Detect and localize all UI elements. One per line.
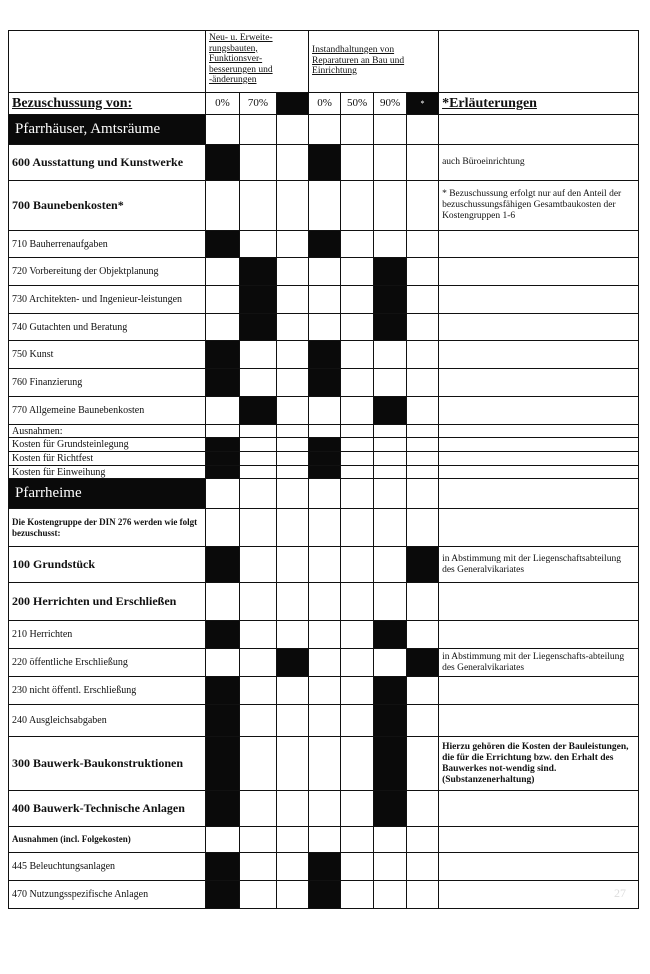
empty-cell xyxy=(407,397,439,425)
empty-cell xyxy=(374,466,407,479)
empty-cell xyxy=(309,479,341,509)
empty-cell xyxy=(309,115,341,145)
empty-cell xyxy=(407,479,439,509)
empty-cell xyxy=(277,314,309,341)
row-label: Kosten für Richtfest xyxy=(9,452,206,466)
pct-header-5: 90% xyxy=(374,93,407,115)
pct-header-2 xyxy=(277,93,309,115)
empty-cell xyxy=(277,827,309,853)
empty-cell xyxy=(407,452,439,466)
empty-cell xyxy=(240,479,277,509)
filled-cell xyxy=(309,369,341,397)
empty-cell xyxy=(277,231,309,258)
empty-cell xyxy=(206,649,240,677)
empty-cell xyxy=(341,452,374,466)
empty-cell xyxy=(240,369,277,397)
empty-cell xyxy=(341,479,374,509)
row-note: in Abstimmung mit der Liegenschaftsabteilung des Generalvikariates xyxy=(439,547,639,583)
empty-cell xyxy=(277,737,309,791)
row-note xyxy=(439,881,639,909)
empty-cell xyxy=(341,369,374,397)
empty-cell xyxy=(277,479,309,509)
empty-cell xyxy=(341,466,374,479)
empty-cell xyxy=(277,438,309,452)
filled-cell xyxy=(374,737,407,791)
empty-cell xyxy=(240,466,277,479)
empty-cell xyxy=(407,314,439,341)
row-label: 600 Ausstattung und Kunstwerke xyxy=(9,145,206,181)
empty-cell xyxy=(341,258,374,286)
row-label: 400 Bauwerk-Technische Anlagen xyxy=(9,791,206,827)
filled-cell xyxy=(407,649,439,677)
row-label: 200 Herrichten und Erschließen xyxy=(9,583,206,621)
empty-cell xyxy=(240,509,277,547)
empty-cell xyxy=(277,583,309,621)
filled-cell xyxy=(206,737,240,791)
row-label: 710 Bauherrenaufgaben xyxy=(9,231,206,258)
table-row xyxy=(9,649,639,677)
row-note: Hierzu gehören die Kosten der Bauleistungen, die für die Errichtung bzw. den Erhalt des Bauwerkes not-wendig sind. (Substanzenerhaltung) xyxy=(439,737,639,791)
filled-cell xyxy=(206,452,240,466)
empty-cell xyxy=(277,452,309,466)
row-label: Die Kostengruppe der DIN 276 werden wie folgt bezuschusst: xyxy=(9,509,206,547)
filled-cell xyxy=(407,547,439,583)
table-row xyxy=(9,547,639,583)
empty-cell xyxy=(277,181,309,231)
table-row xyxy=(9,286,639,314)
row-label: 210 Herrichten xyxy=(9,621,206,649)
table-row xyxy=(9,145,639,181)
empty-cell xyxy=(374,452,407,466)
table-row xyxy=(9,181,639,231)
table-row xyxy=(9,583,639,621)
empty-cell xyxy=(277,115,309,145)
empty-cell xyxy=(374,115,407,145)
row-label: 470 Nutzungsspezifische Anlagen xyxy=(9,881,206,909)
empty-cell xyxy=(240,881,277,909)
empty-cell xyxy=(341,181,374,231)
empty-cell xyxy=(407,286,439,314)
empty-cell xyxy=(277,509,309,547)
empty-cell xyxy=(341,853,374,881)
empty-cell xyxy=(341,145,374,181)
empty-cell xyxy=(240,115,277,145)
filled-cell xyxy=(206,341,240,369)
pct-header-star: * xyxy=(420,99,425,108)
row-label: 760 Finanzierung xyxy=(9,369,206,397)
filled-cell xyxy=(206,621,240,649)
empty-cell xyxy=(277,425,309,438)
empty-cell xyxy=(374,369,407,397)
row-note xyxy=(439,314,639,341)
empty-cell xyxy=(309,314,341,341)
table-row xyxy=(9,258,639,286)
row-label: 700 Baunebenkosten* xyxy=(9,181,206,231)
empty-cell xyxy=(240,452,277,466)
row-label: 300 Bauwerk-Baukonstruktionen xyxy=(9,737,206,791)
header-pct-row xyxy=(9,93,639,115)
empty-cell xyxy=(407,853,439,881)
empty-cell xyxy=(309,583,341,621)
filled-cell xyxy=(309,452,341,466)
empty-cell xyxy=(374,181,407,231)
empty-cell xyxy=(240,583,277,621)
header-group-neubau: Neu- u. Erweite-rungsbauten, Funktionsver-besserungen und -änderungen xyxy=(206,31,309,93)
filled-cell xyxy=(374,314,407,341)
empty-cell xyxy=(240,547,277,583)
row-note xyxy=(439,452,639,466)
row-note: * Bezuschussung erfolgt nur auf den Anteil der bezuschussungsfähigen Gesamtbaukosten der Kostengruppen 1-6 xyxy=(439,181,639,231)
empty-cell xyxy=(407,231,439,258)
empty-cell xyxy=(309,705,341,737)
empty-cell xyxy=(407,677,439,705)
pct-header-6 xyxy=(407,93,439,115)
page-number: 27 xyxy=(614,886,626,900)
empty-cell xyxy=(341,231,374,258)
empty-cell xyxy=(240,438,277,452)
empty-cell xyxy=(341,881,374,909)
table-row xyxy=(9,479,639,509)
row-label: 220 öffentliche Erschließung xyxy=(9,649,206,677)
filled-cell xyxy=(374,621,407,649)
empty-cell xyxy=(374,231,407,258)
filled-cell xyxy=(374,286,407,314)
row-note xyxy=(439,369,639,397)
table-row xyxy=(9,397,639,425)
empty-cell xyxy=(407,466,439,479)
table-row xyxy=(9,369,639,397)
empty-cell xyxy=(309,286,341,314)
empty-cell xyxy=(206,258,240,286)
row-note xyxy=(439,705,639,737)
table-row xyxy=(9,438,639,452)
empty-cell xyxy=(309,649,341,677)
empty-cell xyxy=(240,737,277,791)
empty-cell xyxy=(407,438,439,452)
empty-cell xyxy=(341,621,374,649)
header-empty-cell-right xyxy=(439,31,639,93)
empty-cell xyxy=(407,583,439,621)
row-label: 720 Vorbereitung der Objektplanung xyxy=(9,258,206,286)
empty-cell xyxy=(309,547,341,583)
row-note xyxy=(439,677,639,705)
row-label: 750 Kunst xyxy=(9,341,206,369)
empty-cell xyxy=(240,425,277,438)
filled-cell xyxy=(206,369,240,397)
row-note xyxy=(439,438,639,452)
empty-cell xyxy=(240,649,277,677)
table-row xyxy=(9,314,639,341)
empty-cell xyxy=(206,115,240,145)
empty-cell xyxy=(309,677,341,705)
row-note xyxy=(439,621,639,649)
table-row xyxy=(9,341,639,369)
table-row xyxy=(9,827,639,853)
empty-cell xyxy=(240,181,277,231)
filled-cell xyxy=(309,466,341,479)
section-heading: Pfarrhäuser, Amtsräume xyxy=(9,115,206,145)
filled-cell xyxy=(206,145,240,181)
empty-cell xyxy=(277,881,309,909)
row-note xyxy=(439,509,639,547)
empty-cell xyxy=(277,286,309,314)
empty-cell xyxy=(309,181,341,231)
empty-cell xyxy=(309,397,341,425)
row-note xyxy=(439,791,639,827)
row-label: 770 Allgemeine Baunebenkosten xyxy=(9,397,206,425)
empty-cell xyxy=(277,397,309,425)
header-group-row xyxy=(9,31,639,93)
empty-cell xyxy=(206,583,240,621)
filled-cell xyxy=(309,231,341,258)
empty-cell xyxy=(407,181,439,231)
filled-cell xyxy=(206,438,240,452)
empty-cell xyxy=(277,853,309,881)
empty-cell xyxy=(374,583,407,621)
row-label: 100 Grundstück xyxy=(9,547,206,583)
row-label: 240 Ausgleichsabgaben xyxy=(9,705,206,737)
empty-cell xyxy=(374,145,407,181)
section-heading: Pfarrheime xyxy=(9,479,206,509)
row-label: 740 Gutachten und Beratung xyxy=(9,314,206,341)
table-row xyxy=(9,705,639,737)
filled-cell xyxy=(309,145,341,181)
row-label: 230 nicht öffentl. Erschließung xyxy=(9,677,206,705)
row-note xyxy=(439,583,639,621)
row-note xyxy=(439,397,639,425)
empty-cell xyxy=(240,705,277,737)
empty-cell xyxy=(277,791,309,827)
row-label: 730 Architekten- und Ingenieur-leistungen xyxy=(9,286,206,314)
filled-cell xyxy=(374,258,407,286)
empty-cell xyxy=(206,181,240,231)
empty-cell xyxy=(277,677,309,705)
row-note xyxy=(439,853,639,881)
filled-cell xyxy=(240,314,277,341)
empty-cell xyxy=(407,115,439,145)
empty-cell xyxy=(407,737,439,791)
empty-cell xyxy=(309,425,341,438)
empty-cell xyxy=(309,827,341,853)
empty-cell xyxy=(240,827,277,853)
empty-cell xyxy=(374,853,407,881)
filled-cell xyxy=(206,853,240,881)
empty-cell xyxy=(277,369,309,397)
row-note xyxy=(439,286,639,314)
row-note: auch Büroeinrichtung xyxy=(439,145,639,181)
empty-cell xyxy=(309,258,341,286)
empty-cell xyxy=(407,425,439,438)
empty-cell xyxy=(341,827,374,853)
empty-cell xyxy=(240,621,277,649)
pct-header-3: 0% xyxy=(309,93,341,115)
empty-cell xyxy=(341,649,374,677)
empty-cell xyxy=(374,649,407,677)
empty-cell xyxy=(341,115,374,145)
header-empty-cell xyxy=(9,31,206,93)
empty-cell xyxy=(407,881,439,909)
empty-cell xyxy=(341,677,374,705)
filled-cell xyxy=(309,881,341,909)
pct-header-0: 0% xyxy=(206,93,240,115)
empty-cell xyxy=(206,425,240,438)
table-row xyxy=(9,881,639,909)
filled-cell xyxy=(206,466,240,479)
empty-cell xyxy=(374,827,407,853)
filled-cell xyxy=(309,341,341,369)
empty-cell xyxy=(341,791,374,827)
row-label: 445 Beleuchtungsanlagen xyxy=(9,853,206,881)
row-note: in Abstimmung mit der Liegenschafts-abteilung des Generalvikariates xyxy=(439,649,639,677)
filled-cell xyxy=(206,677,240,705)
row-note xyxy=(439,258,639,286)
row-note xyxy=(439,466,639,479)
empty-cell xyxy=(277,145,309,181)
empty-cell xyxy=(374,479,407,509)
row-note xyxy=(439,827,639,853)
subsidy-table xyxy=(8,30,639,909)
filled-cell xyxy=(374,705,407,737)
empty-cell xyxy=(240,791,277,827)
empty-cell xyxy=(407,705,439,737)
table-row xyxy=(9,621,639,649)
row-note xyxy=(439,425,639,438)
empty-cell xyxy=(206,286,240,314)
bezuschussung-label: Bezuschussung von: xyxy=(9,93,206,115)
empty-cell xyxy=(277,466,309,479)
empty-cell xyxy=(374,438,407,452)
empty-cell xyxy=(240,341,277,369)
empty-cell xyxy=(341,705,374,737)
row-note xyxy=(439,479,639,509)
empty-cell xyxy=(341,314,374,341)
empty-cell xyxy=(309,791,341,827)
empty-cell xyxy=(240,677,277,705)
empty-cell xyxy=(374,509,407,547)
filled-cell xyxy=(374,791,407,827)
table-row xyxy=(9,231,639,258)
filled-cell xyxy=(277,649,309,677)
empty-cell xyxy=(277,547,309,583)
empty-cell xyxy=(240,145,277,181)
filled-cell xyxy=(240,286,277,314)
filled-cell xyxy=(374,397,407,425)
empty-cell xyxy=(277,621,309,649)
table-row xyxy=(9,466,639,479)
subsidy-table-document xyxy=(8,30,638,909)
empty-cell xyxy=(206,314,240,341)
filled-cell xyxy=(206,705,240,737)
row-label: Ausnahmen (incl. Folgekosten) xyxy=(9,827,206,853)
filled-cell xyxy=(206,791,240,827)
empty-cell xyxy=(407,258,439,286)
empty-cell xyxy=(206,509,240,547)
empty-cell xyxy=(341,425,374,438)
empty-cell xyxy=(341,438,374,452)
table-row xyxy=(9,853,639,881)
empty-cell xyxy=(277,258,309,286)
empty-cell xyxy=(240,231,277,258)
empty-cell xyxy=(240,853,277,881)
table-row xyxy=(9,677,639,705)
filled-cell xyxy=(206,231,240,258)
empty-cell xyxy=(277,341,309,369)
filled-cell xyxy=(240,258,277,286)
empty-cell xyxy=(407,369,439,397)
filled-cell xyxy=(206,881,240,909)
table-row xyxy=(9,425,639,438)
empty-cell xyxy=(374,341,407,369)
filled-cell xyxy=(374,677,407,705)
row-note xyxy=(439,115,639,145)
empty-cell xyxy=(374,881,407,909)
filled-cell xyxy=(309,853,341,881)
row-label: Ausnahmen: xyxy=(9,425,206,438)
table-row xyxy=(9,737,639,791)
empty-cell xyxy=(341,397,374,425)
erlaeuterungen-label: *Erläuterungen xyxy=(439,93,639,115)
empty-cell xyxy=(341,547,374,583)
row-note xyxy=(439,341,639,369)
empty-cell xyxy=(309,737,341,791)
filled-cell xyxy=(206,547,240,583)
empty-cell xyxy=(206,827,240,853)
table-row xyxy=(9,509,639,547)
empty-cell xyxy=(407,791,439,827)
filled-cell xyxy=(240,397,277,425)
empty-cell xyxy=(341,509,374,547)
empty-cell xyxy=(407,145,439,181)
empty-cell xyxy=(341,737,374,791)
empty-cell xyxy=(341,583,374,621)
empty-cell xyxy=(374,547,407,583)
filled-cell xyxy=(309,438,341,452)
pct-header-1: 70% xyxy=(240,93,277,115)
pct-header-4: 50% xyxy=(341,93,374,115)
empty-cell xyxy=(309,621,341,649)
header-group-instandhaltung: Instandhaltungen von Reparaturen an Bau und Einrichtung xyxy=(309,31,439,93)
empty-cell xyxy=(407,509,439,547)
row-note xyxy=(439,231,639,258)
table-row xyxy=(9,791,639,827)
empty-cell xyxy=(407,827,439,853)
row-label: Kosten für Grundsteinlegung xyxy=(9,438,206,452)
empty-cell xyxy=(407,621,439,649)
empty-cell xyxy=(206,397,240,425)
empty-cell xyxy=(309,509,341,547)
empty-cell xyxy=(277,705,309,737)
empty-cell xyxy=(341,341,374,369)
table-row xyxy=(9,115,639,145)
row-label: Kosten für Einweihung xyxy=(9,466,206,479)
empty-cell xyxy=(206,479,240,509)
empty-cell xyxy=(407,341,439,369)
empty-cell xyxy=(374,425,407,438)
table-row xyxy=(9,452,639,466)
empty-cell xyxy=(341,286,374,314)
